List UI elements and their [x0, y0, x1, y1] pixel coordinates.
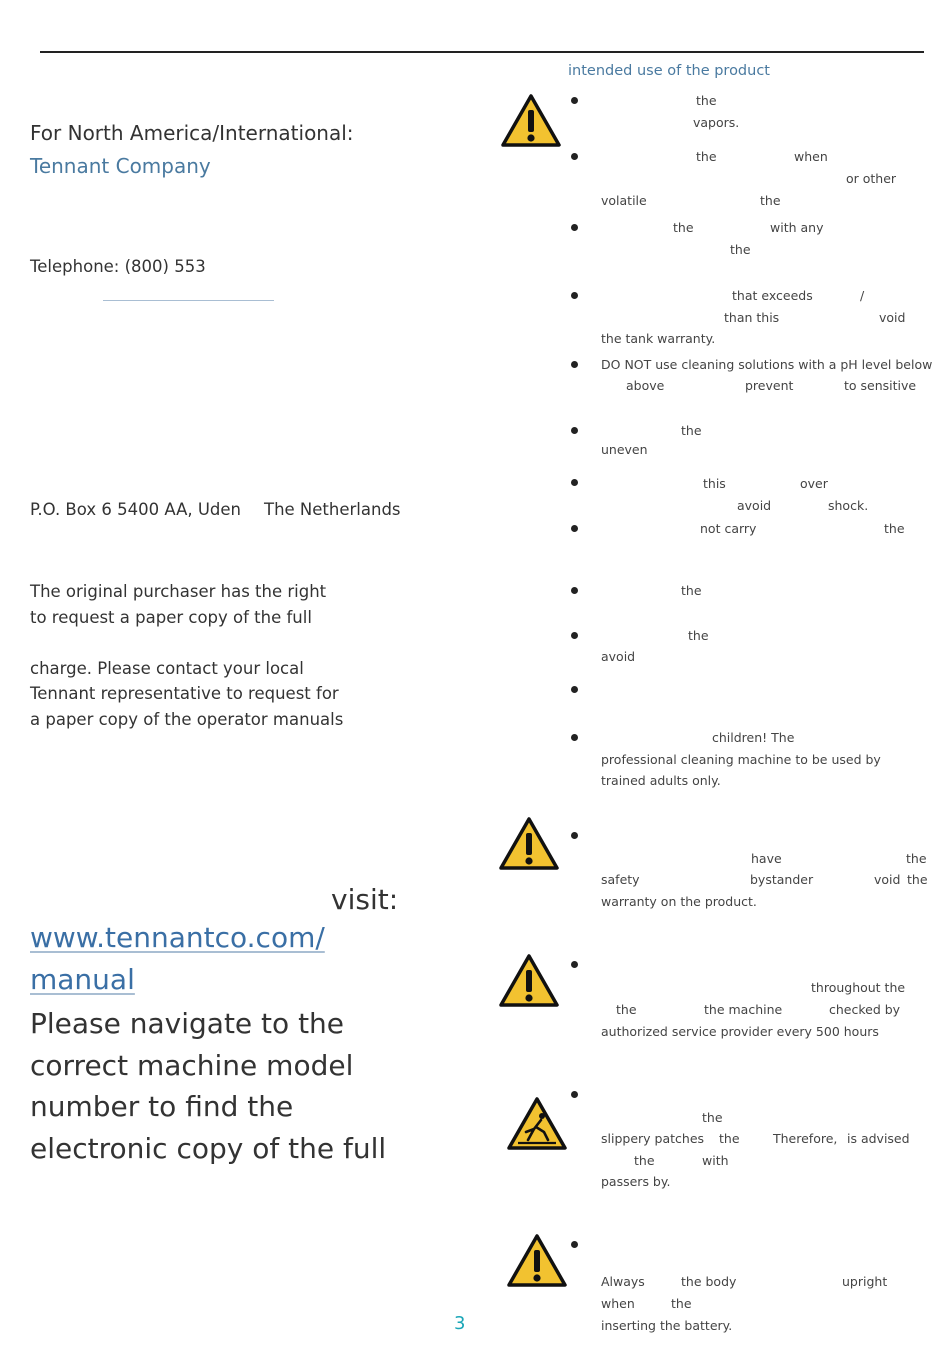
- bullet: [571, 525, 578, 532]
- text-fragment: not carry: [700, 521, 757, 536]
- text-fragment: the: [884, 521, 905, 536]
- bullet: [571, 832, 578, 839]
- text-fragment: avoid: [601, 649, 636, 664]
- text-fragment: avoid: [737, 498, 772, 513]
- text-fragment: void: [879, 310, 906, 325]
- text-fragment: Therefore,: [773, 1131, 838, 1146]
- visit-label: visit:: [331, 883, 399, 916]
- text-fragment: slippery patches: [601, 1131, 705, 1146]
- text-fragment: the: [681, 423, 702, 438]
- bullet: [571, 292, 578, 299]
- text-fragment: the machine: [704, 1002, 783, 1017]
- paper-copy-line: charge. Please contact your local: [30, 659, 304, 678]
- bullet: [571, 1241, 578, 1248]
- bullet: [571, 97, 578, 104]
- paper-copy-line: a paper copy of the operator manuals: [30, 710, 344, 729]
- bullet: [571, 734, 578, 741]
- text-fragment: the: [671, 1296, 692, 1311]
- text-fragment: when: [601, 1296, 635, 1311]
- text-fragment: the body: [681, 1274, 737, 1289]
- warning-icon: [498, 816, 560, 871]
- bullet: [571, 961, 578, 968]
- text-fragment: upright: [842, 1274, 888, 1289]
- bullet: [571, 479, 578, 486]
- text-fragment: checked by: [829, 1002, 901, 1017]
- text-fragment: prevent: [745, 378, 794, 393]
- telephone: Telephone: (800) 553: [30, 257, 206, 276]
- text-fragment: /: [860, 288, 865, 303]
- text-fragment: the: [673, 220, 694, 235]
- page-number: 3: [454, 1313, 466, 1334]
- bullet: [571, 632, 578, 639]
- warning-icon: [506, 1233, 568, 1288]
- text-fragment: the: [616, 1002, 637, 1017]
- text-fragment: with any: [770, 220, 824, 235]
- warning-icon: [500, 93, 562, 148]
- text-fragment: is advised: [847, 1131, 910, 1146]
- text-fragment: to sensitive: [844, 378, 917, 393]
- text-fragment: over: [800, 476, 828, 491]
- paper-copy-line: Tennant representative to request for: [30, 684, 339, 703]
- text-fragment: the: [906, 851, 927, 866]
- bullet: [571, 686, 578, 693]
- text-fragment: the: [696, 149, 717, 164]
- text-fragment: the tank warranty.: [601, 331, 716, 346]
- manual-url-link-cont[interactable]: manual: [30, 963, 135, 996]
- company-name: Tennant Company: [30, 154, 211, 178]
- text-fragment: void: [874, 872, 901, 887]
- text-fragment: the: [730, 242, 751, 257]
- bullet: [571, 587, 578, 594]
- text-fragment: warranty on the product.: [601, 894, 757, 909]
- text-fragment: when: [794, 149, 828, 164]
- text-fragment: have: [751, 851, 782, 866]
- text-fragment: above: [626, 378, 665, 393]
- text-fragment: vapors.: [693, 115, 740, 130]
- text-fragment: trained adults only.: [601, 773, 721, 788]
- text-fragment: Always: [601, 1274, 645, 1289]
- text-fragment: bystander: [750, 872, 814, 887]
- navigate-line: correct machine model: [30, 1049, 354, 1082]
- text-fragment: children! The: [712, 730, 795, 745]
- bullet: [571, 153, 578, 160]
- paper-copy-line: to request a paper copy of the full: [30, 608, 312, 627]
- slippery-floor-icon: [506, 1096, 568, 1151]
- text-fragment: DO NOT use cleaning solutions with a pH level below: [601, 357, 933, 372]
- text-fragment: authorized service provider every 500 hours: [601, 1024, 879, 1039]
- link-underline: [103, 300, 274, 301]
- navigate-line: Please navigate to the: [30, 1007, 345, 1040]
- bullet: [571, 1091, 578, 1098]
- navigate-line: number to find the: [30, 1090, 294, 1123]
- text-fragment: the: [681, 583, 702, 598]
- text-fragment: this: [703, 476, 726, 491]
- text-fragment: safety: [601, 872, 640, 887]
- bullet: [571, 361, 578, 368]
- text-fragment: professional cleaning machine to be used by: [601, 752, 881, 767]
- text-fragment: or other: [846, 171, 897, 186]
- text-fragment: the: [688, 628, 709, 643]
- text-fragment: the: [719, 1131, 740, 1146]
- bullet: [571, 427, 578, 434]
- country: The Netherlands: [264, 500, 401, 519]
- text-fragment: the: [760, 193, 781, 208]
- text-fragment: the: [907, 872, 928, 887]
- header-rule: [40, 51, 924, 53]
- text-fragment: the: [702, 1110, 723, 1125]
- bullet: [571, 224, 578, 231]
- manual-url-link[interactable]: www.tennantco.com/: [30, 921, 325, 954]
- text-fragment: the: [696, 93, 717, 108]
- text-fragment: the: [634, 1153, 655, 1168]
- paper-copy-line: The original purchaser has the right: [30, 582, 327, 601]
- text-fragment: with: [702, 1153, 729, 1168]
- text-fragment: volatile: [601, 193, 647, 208]
- section-heading: intended use of the product: [568, 63, 770, 79]
- text-fragment: inserting the battery.: [601, 1318, 733, 1333]
- address: P.O. Box 6 5400 AA, Uden: [30, 500, 242, 519]
- warning-icon: [498, 953, 560, 1008]
- text-fragment: throughout the: [811, 980, 906, 995]
- text-fragment: passers by.: [601, 1174, 671, 1189]
- navigate-line: electronic copy of the full: [30, 1132, 387, 1165]
- text-fragment: that exceeds: [732, 288, 813, 303]
- text-fragment: uneven: [601, 442, 648, 457]
- text-fragment: than this: [724, 310, 780, 325]
- text-fragment: shock.: [828, 498, 869, 513]
- region-label: For North America/International:: [30, 121, 354, 145]
